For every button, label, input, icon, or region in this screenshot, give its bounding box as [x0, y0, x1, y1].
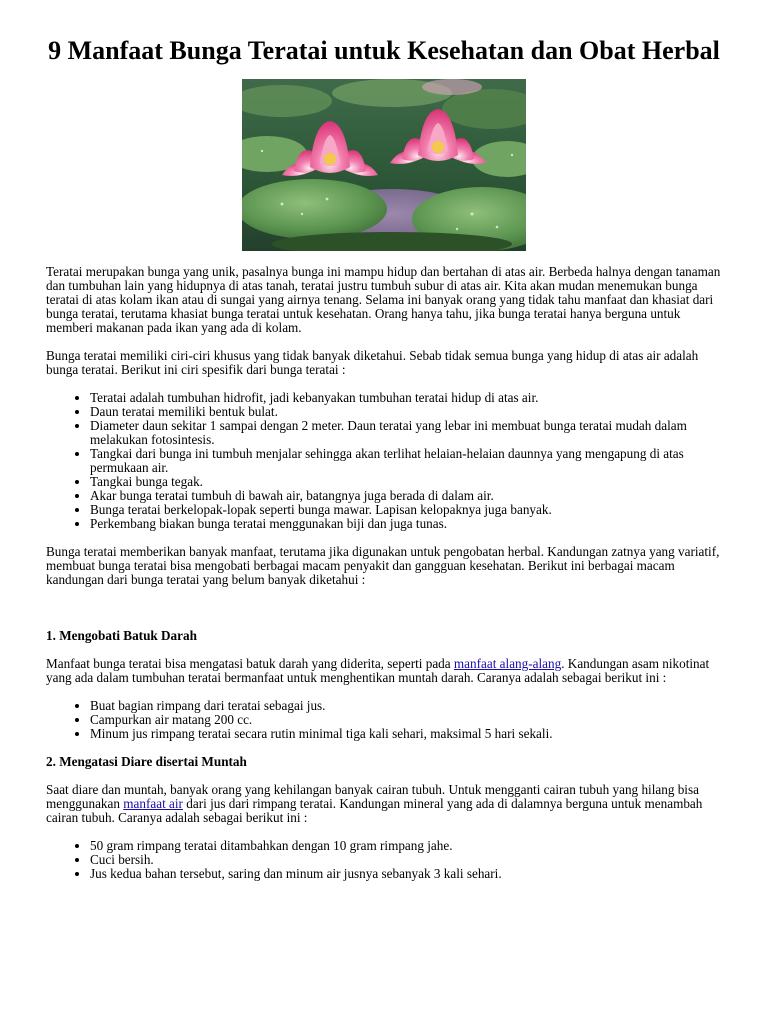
list-item: • Jus kedua bahan tersebut, saring dan minum air jusnya sebanyak 3 kali sehari.: [90, 867, 722, 881]
section-1-list: [46, 699, 722, 741]
list-item: • Minum jus rimpang teratai secara rutin minimal tiga kali sehari, maksimal 5 hari sekali.: [90, 727, 722, 741]
link-manfaat-alang-alang[interactable]: manfaat alang-alang: [453, 656, 562, 671]
list-item: • Daun teratai memiliki bentuk bulat.: [90, 405, 722, 419]
list-item: • Akar bunga teratai tumbuh di bawah air, batangnya juga berada di dalam air.: [90, 489, 722, 503]
list-item: • 50 gram rimpang teratai ditambahkan dengan 10 gram rimpang jahe.: [90, 839, 722, 853]
section-heading-2: 2. Mengatasi Diare disertai Muntah: [46, 754, 247, 769]
link-manfaat-air[interactable]: manfaat air: [123, 796, 183, 811]
page-title: 9 Manfaat Bunga Teratai untuk Kesehatan dan Obat Herbal: [48, 36, 720, 65]
list-item: • Bunga teratai berkelopak-lopak seperti bunga mawar. Lapisan kelopaknya juga banyak.: [90, 503, 722, 517]
section-heading-1: 1. Mengobati Batuk Darah: [46, 628, 197, 643]
characteristics-intro: Bunga teratai memiliki ciri-ciri khusus yang tidak banyak diketahui. Sebab tidak semua bunga yang hidup di atas air adalah bunga teratai. Berikut ini ciri spesifik dari bunga teratai :: [46, 348, 699, 377]
list-item: • Tangkai dari bunga ini tumbuh menjalar sehingga akan terlihat helaian-helaian daunnya yang mengapung di atas permukaan air.: [90, 447, 722, 475]
list-item: • Tangkai bunga tegak.: [90, 475, 722, 489]
list-item: • Perkembang biakan bunga teratai menggunakan biji dan juga tunas.: [90, 517, 722, 531]
section-1-text-after: . Kandungan asam nikotinat yang ada dalam tumbuhan teratai bermanfaat untuk menghentikan muntah darah. Caranya adalah sebagai berikut ini :: [46, 656, 710, 685]
lotus-photo: [242, 79, 526, 251]
section-2-paragraph: [46, 783, 722, 825]
list-item: • Campurkan air matang 200 cc.: [90, 713, 722, 727]
section-1-text-before: Manfaat bunga teratai bisa mengatasi batuk darah yang diderita, seperti pada: [46, 656, 454, 671]
list-item: • Buat bagian rimpang dari teratai sebagai jus.: [90, 699, 722, 713]
list-item: • Cuci bersih.: [90, 853, 722, 867]
section-2-text-before: Saat diare dan muntah, banyak orang yang kehilangan banyak cairan tubuh. Untuk mengganti cairan tubuh yang hilang bisa menggunakan: [46, 782, 699, 811]
section-1-paragraph: [46, 657, 722, 685]
list-item: • Teratai adalah tumbuhan hidrofit, jadi kebanyakan tumbuhan teratai hidup di atas air.: [90, 391, 722, 405]
characteristics-list: [46, 391, 722, 531]
section-2-list: [46, 839, 722, 881]
intro-paragraph: Teratai merupakan bunga yang unik, pasalnya bunga ini mampu hidup dan bertahan di atas air. Berbeda halnya dengan tanaman dan tumbuhan lain yang hidupnya di atas tanah, teratai justru tumbuh subur di atas air. Kita akan mudan menemukan bunga teratai di atas kolam ikan atau di sungai yang airnya tenang. Selama ini banyak orang yang tidak tahu manfaat dan khasiat dari bunga teratai, terutama khasiat bunga teratai untuk kesehatan. Orang hanya tahu, jika bunga teratai hanya berguna untuk memberi makanan pada ikan yang ada di kolam.: [46, 264, 721, 335]
list-item: • Diameter daun sekitar 1 sampai dengan 2 meter. Daun teratai yang lebar ini membuat bunga teratai mudah dalam melakukan fotosintesis.: [90, 419, 722, 447]
benefits-intro: Bunga teratai memberikan banyak manfaat, terutama jika digunakan untuk pengobatan herbal. Kandungan zatnya yang variatif, membuat bunga teratai bisa mengobati berbagai macam penyakit dan gangguan kesehatan. Berikut ini berbagai macam kandungan dari bunga teratai yang belum banyak diketahui :: [46, 544, 720, 587]
section-2-text-after: dari jus dari rimpang teratai. Kandungan mineral yang ada di dalamnya berguna untuk menambah cairan tubuh. Caranya adalah sebagai berikut ini :: [46, 796, 703, 825]
